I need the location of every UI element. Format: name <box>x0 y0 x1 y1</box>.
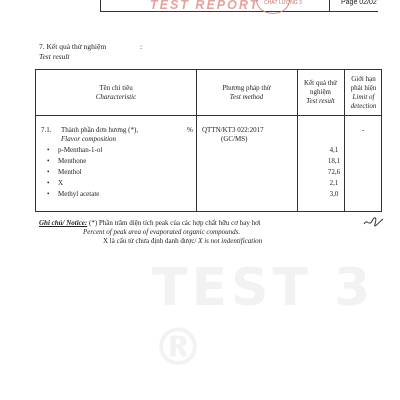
section-heading-en: Test result <box>39 52 70 61</box>
header-limit-of-detection: Giới hạn phát hiện Limit of detection <box>350 74 377 110</box>
list-item: Menthol <box>58 168 82 176</box>
list-bullet: • <box>47 190 50 198</box>
list-item: X <box>58 179 64 187</box>
header-test-method: Phương pháp thử Test method <box>222 83 271 101</box>
list-item: Methyl acetate <box>58 190 100 198</box>
stamp-text: CHẤT LƯỢNG 3 <box>264 0 302 6</box>
notice <box>39 219 379 245</box>
row-name-en: Flavor composition <box>61 135 117 143</box>
list-bullet: • <box>47 146 50 154</box>
list-item: Menthone <box>58 157 87 165</box>
item-value: 4,1 <box>329 146 339 154</box>
notice-line-1: (*) Phần trăm diện tích peak của các hợp chất hữu cơ bay hơi <box>87 219 261 227</box>
item-value: 18,1 <box>327 157 341 165</box>
results-table <box>35 69 382 212</box>
row-method: QTTN/KT3 022:2017 <box>202 126 264 134</box>
notice-line-2: Percent of peak area of evaporated organic compounds. <box>83 228 241 236</box>
page-number: Page 02/02 <box>341 0 377 6</box>
list-bullet: • <box>47 179 50 187</box>
report-title: TEST REPORT <box>150 0 260 12</box>
item-value: 72,6 <box>327 168 341 176</box>
section-colon: : <box>140 42 143 51</box>
section-heading-vi: 7. Kết quả thử nghiệm <box>39 42 107 51</box>
row-number: 7.1. <box>41 126 52 134</box>
watermark: TEST 3 ® <box>152 258 375 378</box>
list-item: p-Menthan-1-ol <box>58 146 103 154</box>
list-bullet: • <box>47 157 50 165</box>
row-name-vi: Thành phần đơn hương (*), <box>61 126 139 134</box>
row-method-sub: (GC/MS) <box>221 135 248 143</box>
row-unit: % <box>187 126 193 134</box>
header-characteristic: Tên chỉ tiêu Characteristic <box>95 83 137 101</box>
list-bullet: • <box>47 168 50 176</box>
item-value: 2,1 <box>329 179 339 187</box>
notice-line-3: X là cấu tử chưa định danh được/ X is not indentification <box>103 237 263 245</box>
signature-mark <box>362 216 384 228</box>
notice-label: Ghi chú/ Notice: <box>39 219 88 227</box>
item-value: 3,0 <box>329 190 339 198</box>
header-test-result: Kết quả thử nghiệm Test result <box>304 79 337 105</box>
section-heading <box>39 42 143 62</box>
header-divider <box>36 115 381 116</box>
row-limit: - <box>362 126 365 134</box>
